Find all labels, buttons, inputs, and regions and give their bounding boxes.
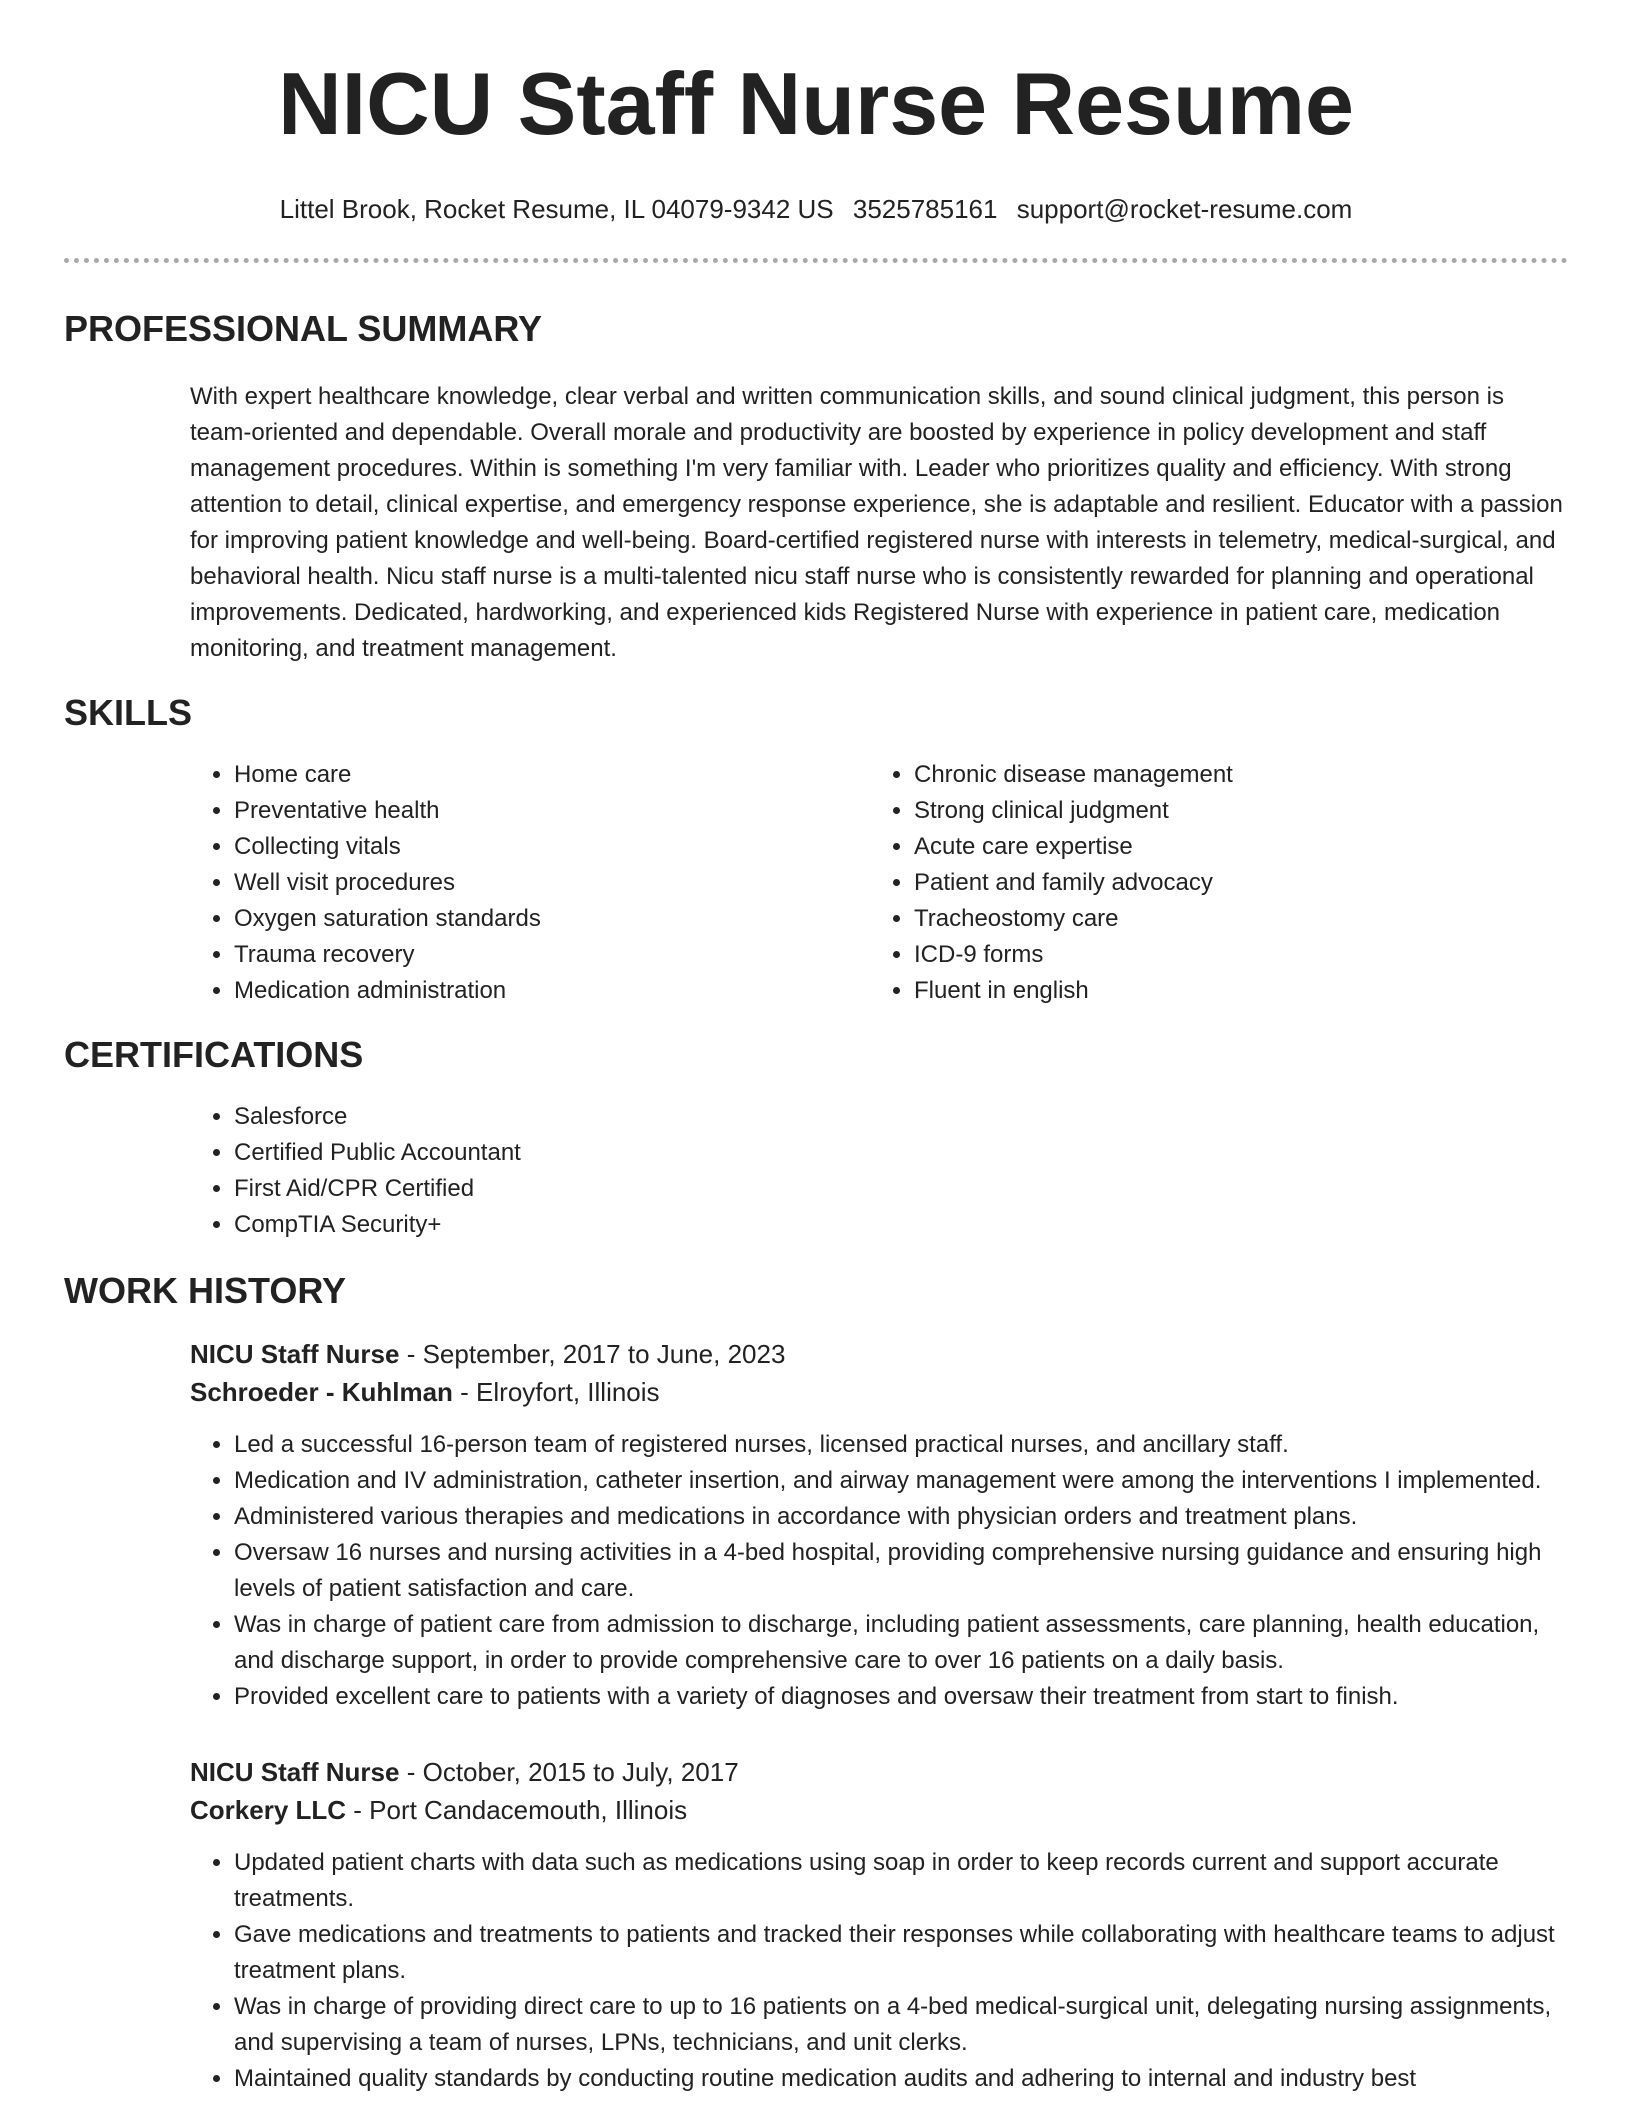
certification-item: • CompTIA Security+: [234, 1207, 1568, 1243]
job-entry: [190, 1753, 1568, 2097]
skill-item: • Strong clinical judgment: [914, 793, 1550, 829]
job-title: NICU Staff Nurse: [190, 1757, 400, 1787]
job-company-line: [190, 1373, 1568, 1411]
certification-item: • First Aid/CPR Certified: [234, 1171, 1568, 1207]
skills-column-right: [870, 757, 1550, 1009]
skill-item: • ICD-9 forms: [914, 937, 1550, 973]
job-entry: [190, 1335, 1568, 1715]
job-company: Schroeder - Kuhlman: [190, 1377, 453, 1407]
skill-item: • Preventative health: [234, 793, 870, 829]
skills-column-left: [190, 757, 870, 1009]
skill-item: • Patient and family advocacy: [914, 865, 1550, 901]
skill-item: • Collecting vitals: [234, 829, 870, 865]
certification-item: • Salesforce: [234, 1099, 1568, 1135]
job-bullets: [190, 1845, 1568, 2097]
job-bullet: • Led a successful 16-person team of registered nurses, licensed practical nurses, and ancillary staff.: [234, 1427, 1568, 1463]
contact-email[interactable]: support@rocket-resume.com: [1016, 194, 1353, 224]
job-bullet: • Provided excellent care to patients with a variety of diagnoses and oversaw their treatment from start to finish.: [234, 1679, 1568, 1715]
skill-item: • Home care: [234, 757, 870, 793]
skill-item: • Oxygen saturation standards: [234, 901, 870, 937]
skill-item: • Tracheostomy care: [914, 901, 1550, 937]
skill-item: • Trauma recovery: [234, 937, 870, 973]
summary-heading: PROFESSIONAL SUMMARY: [64, 308, 543, 349]
job-bullet: • Was in charge of patient care from admission to discharge, including patient assessments, care planning, health education, and discharge support, in order to provide comprehensive care to over 16 patients on a daily basis.: [234, 1607, 1568, 1679]
job-dates: - October, 2015 to July, 2017: [399, 1757, 739, 1787]
skills-grid: [190, 757, 1568, 1009]
job-bullets: [190, 1427, 1568, 1715]
work-history-heading: WORK HISTORY: [64, 1270, 347, 1311]
job-bullet: • Maintained quality standards by conducting routine medication audits and adhering to internal and industry best: [234, 2061, 1568, 2097]
certifications-heading: CERTIFICATIONS: [64, 1034, 364, 1075]
job-bullet: • Updated patient charts with data such as medications using soap in order to keep records current and support accurate treatments.: [234, 1845, 1568, 1917]
skill-item: • Fluent in english: [914, 973, 1550, 1009]
certifications-list: [190, 1099, 1568, 1243]
job-bullet: • Was in charge of providing direct care to up to 16 patients on a 4-bed medical-surgical unit, delegating nursing assignments, and supervising a team of nurses, LPNs, technicians, and unit clerks.: [234, 1989, 1568, 2061]
skill-item: • Medication administration: [234, 973, 870, 1009]
summary-text: With expert healthcare knowledge, clear verbal and written communication skills, and sound clinical judgment, this person is team-oriented and dependable. Overall morale and productivity are boosted by experience in policy development and staff management procedures. Within is something I'm very familiar with. Leader who prioritizes quality and efficiency. With strong attention to detail, clinical expertise, and emergency response experience, she is adaptable and resilient. Educator with a passion for improving patient knowledge and well-being. Board-certified registered nurse with interests in telemetry, medical-surgical, and behavioral health. Nicu staff nurse is a multi-talented nicu staff nurse who is consistently rewarded for planning and operational improvements. Dedicated, hardworking, and experienced kids Registered Nurse with experience in patient care, medication monitoring, and treatment management.: [190, 383, 1563, 662]
skill-item: • Chronic disease management: [914, 757, 1550, 793]
job-bullet: • Oversaw 16 nurses and nursing activities in a 4-bed hospital, providing comprehensive nursing guidance and ensuring high levels of patient satisfaction and care.: [234, 1535, 1568, 1607]
contact-address: Littel Brook, Rocket Resume, IL 04079-9342 US: [279, 194, 834, 224]
job-dates: - September, 2017 to June, 2023: [399, 1339, 786, 1369]
job-location: - Elroyfort, Illinois: [452, 1377, 660, 1407]
job-title-line: [190, 1753, 1568, 1791]
contact-line: [64, 192, 1568, 226]
resume-title: NICU Staff Nurse Resume: [278, 54, 1354, 153]
job-company-line: [190, 1791, 1568, 1829]
job-title-line: [190, 1335, 1568, 1373]
certification-item: • Certified Public Accountant: [234, 1135, 1568, 1171]
job-location: - Port Candacemouth, Illinois: [346, 1795, 688, 1825]
job-bullet: • Medication and IV administration, catheter insertion, and airway management were among the interventions I implemented.: [234, 1463, 1568, 1499]
job-bullet: • Administered various therapies and medications in accordance with physician orders and treatment plans.: [234, 1499, 1568, 1535]
dotted-divider: [64, 258, 1568, 263]
job-title: NICU Staff Nurse: [190, 1339, 400, 1369]
job-company: Corkery LLC: [190, 1795, 347, 1825]
skills-heading: SKILLS: [64, 692, 193, 733]
contact-phone[interactable]: 3525785161: [852, 194, 998, 224]
job-bullet: • Gave medications and treatments to patients and tracked their responses while collaborating with healthcare teams to adjust treatment plans.: [234, 1917, 1568, 1989]
skill-item: • Well visit procedures: [234, 865, 870, 901]
skill-item: • Acute care expertise: [914, 829, 1550, 865]
